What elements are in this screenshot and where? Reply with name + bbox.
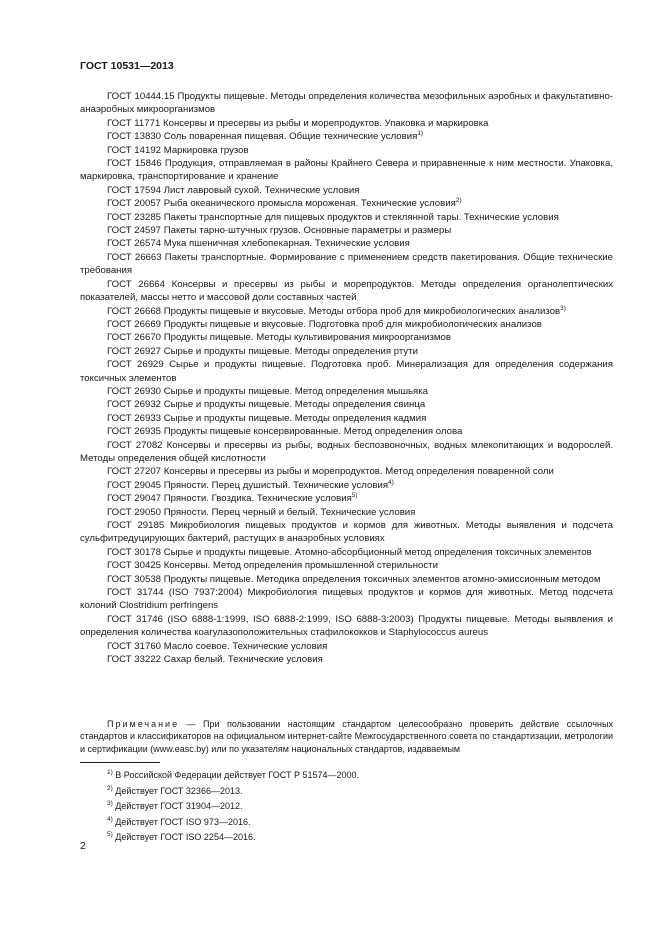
reference-item: ГОСТ 13830 Соль поваренная пищевая. Общие технические условия$^{1)}$: [107, 130, 424, 143]
reference-item: ГОСТ 31744 (ISO 7937:2004) Микробиология пищевых продуктов и кормов для животных. Метод подсчета колоний Clostridium perfringens: [80, 587, 613, 612]
reference-item: ГОСТ 14192 Маркировка грузов: [107, 144, 249, 156]
reference-item: ГОСТ 26670 Продукты пищевые. Методы культивирования микроорганизмов: [107, 332, 451, 344]
reference-item: ГОСТ 26935 Продукты пищевые консервированные. Метод определения олова: [107, 426, 463, 438]
reference-item: ГОСТ 29047 Пряности. Гвоздика. Технические условия$^{5)}$: [107, 492, 358, 505]
reference-item: ГОСТ 30178 Сырье и продукты пищевые. Атомно-абсорбционный метод определения токсичных элементов: [107, 546, 592, 558]
reference-item: ГОСТ 27207 Консервы и пресервы из рыбы и морепродуктов. Метод определения поваренной соли: [107, 466, 554, 478]
reference-item: ГОСТ 24597 Пакеты тарно-штучных грузов. Основные параметры и размеры: [107, 225, 452, 237]
footnote-ref: 3): [560, 304, 566, 312]
note-text: — При пользовании настоящим стандартом целесообразно проверить действие ссылочных стандартов и классификаторов на официальном интернет-сайте Межгосударственного совета по стандартизации, метрологии и сертификации (www.easc.by) или по указателям национальных стандартов, издаваемым: [80, 719, 613, 754]
normative-references-list: [80, 90, 613, 666]
reference-item: ГОСТ 26663 Пакеты транспортные. Формирование с применением средств пакетирования. Общие технические требования: [80, 251, 613, 277]
reference-item: ГОСТ 33222 Сахар белый. Технические условия: [107, 654, 323, 666]
reference-item: ГОСТ 26929 Сырье и продукты пищевые. Подготовка проб. Минерализация для определения содержания токсичных элементов: [80, 359, 613, 384]
footnote: $^{1)}$ В Российской Федерации действует ГОСТ Р 51574—2000.: [107, 769, 360, 780]
reference-item: ГОСТ 20057 Рыба океанического промысла мороженая. Технические условия$^{2)}$: [107, 197, 462, 210]
reference-item: ГОСТ 26930 Сырье и продукты пищевые. Метод определения мышьяка: [107, 385, 429, 397]
footnote-ref: 2): [455, 197, 462, 205]
reference-item: ГОСТ 26669 Продукты пищевые и вкусовые. Подготовка проб для микробиологических анализов: [107, 318, 542, 330]
reference-item: ГОСТ 29050 Пряности. Перец черный и белый. Технические условия: [107, 506, 416, 518]
reference-item: ГОСТ 26664 Консервы и пресервы из рыбы и морепродуктов. Методы определения органолептических показателей, массы нетто и массовой доли составных частей: [80, 278, 613, 304]
footnote: $^{2)}$ Действует ГОСТ 32366—2013.: [107, 784, 243, 796]
reference-item: ГОСТ 29045 Пряности. Перец душистый. Технические условия$^{4)}$: [107, 478, 394, 491]
reference-item: ГОСТ 31746 (ISO 6888-1:1999, ISO 6888-2:1999, ISO 6888-3:2003) Продукты пищевые. Методы выявления и определения количества коагулазоположительных стафилококков и Staphylococcus aureus: [80, 613, 613, 639]
reference-item: ГОСТ 26933 Сырье и продукты пищевые. Методы определения кадмия: [107, 412, 427, 424]
reference-item: ГОСТ 27082 Консервы и пресервы из рыбы, водных беспозвоночных, водных млекопитающих и водорослей. Методы определения общей кислотности: [80, 439, 613, 464]
reference-item: ГОСТ 10444.15 Продукты пищевые. Методы определения количества мезофильных аэробных и факультативно-анаэробных микроорганизмов: [80, 91, 613, 116]
footnote: $^{5)}$ Действует ГОСТ ISO 2254—2016.: [107, 831, 256, 843]
footnote: $^{3)}$ Действует ГОСТ 31904—2012.: [107, 800, 243, 812]
footnote: $^{4)}$ Действует ГОСТ ISO 973—2016.: [107, 815, 251, 827]
footnotes: [107, 768, 359, 846]
reference-item: ГОСТ 23285 Пакеты транспортные для пищевых продуктов и стеклянной тары. Технические условия: [107, 211, 559, 223]
reference-item: ГОСТ 26932 Сырье и продукты пищевые. Методы определения свинца: [107, 399, 426, 411]
reference-item: ГОСТ 11771 Консервы и пресервы из рыбы и морепродуктов. Упаковка и маркировка: [107, 117, 489, 129]
reference-item: ГОСТ 31760 Масло соевое. Технические условия: [107, 640, 328, 652]
reference-item: ГОСТ 26927 Сырье и продукты пищевые. Методы определения ртути: [107, 345, 418, 357]
note-label: Примечание: [107, 719, 180, 729]
reference-item: ГОСТ 26668 Продукты пищевые и вкусовые. Методы отбора проб для микробиологических анализов$^{3)}$: [107, 304, 566, 317]
footnote-divider: [80, 762, 160, 763]
note-paragraph: [80, 718, 613, 755]
footnote-ref: 1): [417, 130, 424, 138]
reference-item: ГОСТ 17594 Лист лавровый сухой. Технические условия: [107, 184, 360, 196]
reference-item: ГОСТ 26574 Мука пшеничная хлебопекарная. Технические условия: [107, 238, 410, 250]
footnote-ref: 5): [351, 492, 358, 500]
reference-item: ГОСТ 30425 Консервы. Метод определения промышленной стерильности: [107, 560, 438, 572]
footnote-ref: 4): [388, 478, 394, 486]
page-header: ГОСТ 10531—2013: [80, 60, 174, 72]
reference-item: ГОСТ 30538 Продукты пищевые. Методика определения токсичных элементов атомно-эмиссионным методом: [107, 573, 601, 585]
page-number: 2: [80, 840, 86, 852]
reference-item: ГОСТ 15846 Продукция, отправляемая в районы Крайнего Севера и приравненные к ним местности. Упаковка, маркировка, транспортирование и хранение: [80, 158, 613, 183]
reference-item: ГОСТ 29185 Микробиология пищевых продуктов и кормов для животных. Методы выявления и подсчета сульфитредуцирующих бактерий, растущих в анаэробных условиях: [80, 520, 613, 545]
